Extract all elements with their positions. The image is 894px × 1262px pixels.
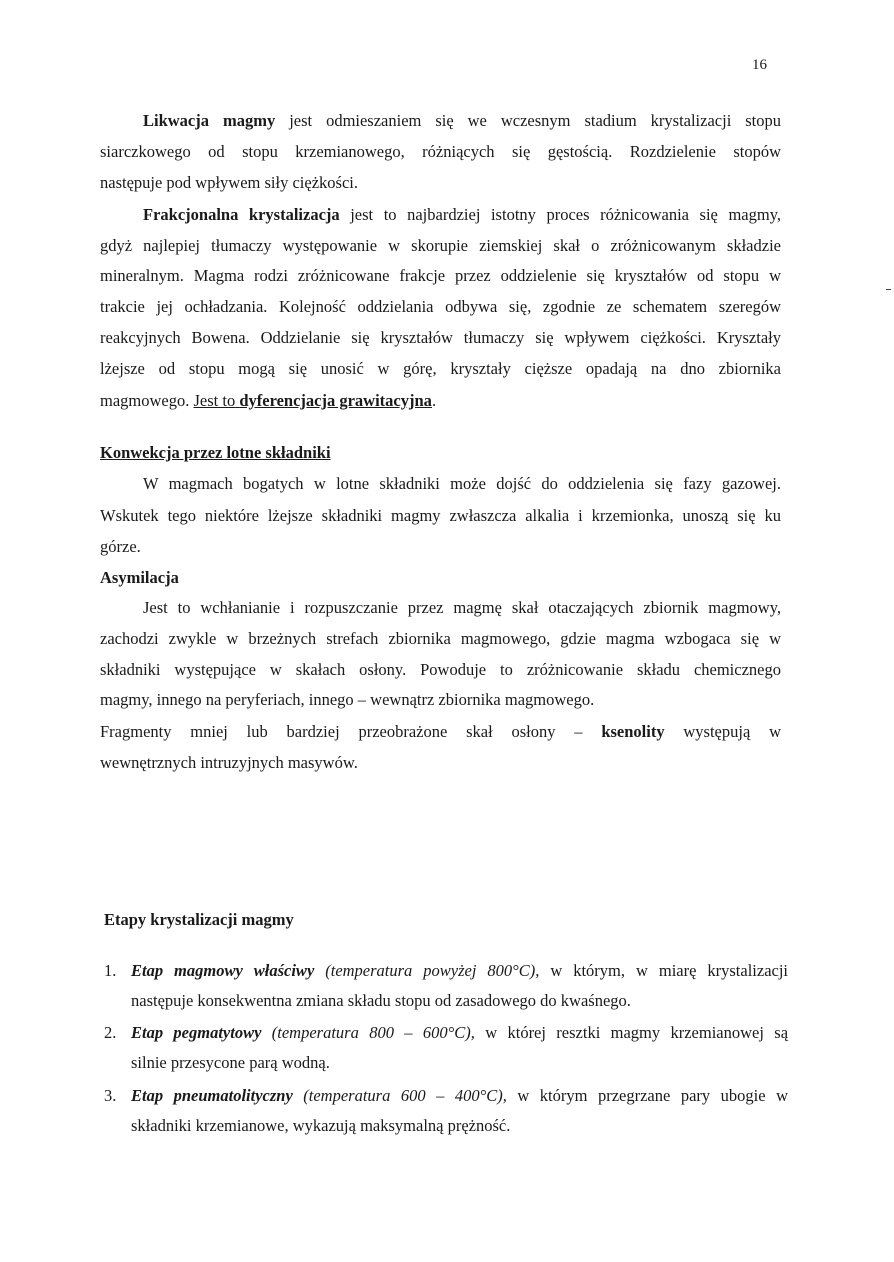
konwekcja-line-3: górze. <box>100 537 141 556</box>
asymilacja-line-2: zachodzi zwykle w brzeżnych strefach zbiornika magmowego, gdzie magma wzbogaca się w <box>100 629 781 648</box>
frakcjonalna-line-2: gdyż najlepiej tłumaczy występowanie w skorupie ziemskiej skał o zróżnicowanym składzie <box>100 236 781 255</box>
etap-text: w którym przegrzane pary ubogie w <box>517 1086 789 1105</box>
likwacja-line-3: następuje pod wpływem siły ciężkości. <box>100 173 358 192</box>
list-item-number: 2. <box>104 1023 117 1042</box>
frakcjonalna-line-3: mineralnym. Magma rodzi zróżnicowane frakcje przez oddzielenie się kryształów od stopu w <box>100 266 781 285</box>
etap-term: Etap pneumatolityczny <box>131 1086 293 1105</box>
asymilacja-line-1: Jest to wchłanianie i rozpuszczanie przez magmę skał otaczających zbiornik magmowy, <box>143 598 781 617</box>
likwacja-term: Likwacja magmy <box>143 111 276 130</box>
frakcjonalna-line-7 <box>100 391 781 411</box>
frakcjonalna-text-1: jest to najbardziej istotny proces różnicowania się magmy, <box>350 205 782 224</box>
list-item-number: 1. <box>104 961 117 980</box>
etap-temp: (temperatura powyżej 800°C), <box>325 961 540 980</box>
frakcjonalna-term: Frakcjonalna krystalizacja <box>143 205 340 224</box>
asymilacja-heading: Asymilacja <box>100 568 179 587</box>
etapy-heading: Etapy krystalizacji magmy <box>104 910 294 929</box>
asymilacja-text-5: Fragmenty mniej lub bardziej przeobrażone skał osłony – <box>100 722 583 741</box>
likwacja-text-1: jest odmieszaniem się we wczesnym stadium krystalizacji stopu <box>289 111 782 130</box>
konwekcja-heading: Konwekcja przez lotne składniki <box>100 443 331 462</box>
list-item-line-1 <box>131 1023 788 1043</box>
list-item-line-1 <box>131 961 788 981</box>
frakcjonalna-text-7: magmowego. <box>100 391 190 410</box>
likwacja-line-2: siarczkowego od stopu krzemianowego, różniących się gęstością. Rozdzielenie stopów <box>100 142 781 161</box>
frakcjonalna-line-5: reakcyjnych Bowena. Oddzielanie się kryształów tłumaczy się wpływem ciężkości. Kryształy <box>100 328 781 347</box>
asymilacja-text-5b: występują w <box>683 722 782 741</box>
asymilacja-line-3: składniki występujące w skałach osłony. Powoduje to zróżnicowanie składu chemicznego <box>100 660 781 679</box>
frakcjonalna-line-6: lżejsze od stopu mogą się unosić w górę, kryształy cięższe opadają na dno zbiornika <box>100 359 781 378</box>
page-number: 16 <box>752 57 767 73</box>
etap-temp: (temperatura 800 – 600°C), <box>271 1023 475 1042</box>
etap-text: w której resztki magmy krzemianowej są <box>485 1023 789 1042</box>
frakcjonalna-period: . <box>431 391 437 410</box>
list-item-line-2: silnie przesycone parą wodną. <box>131 1053 330 1072</box>
etap-temp: (temperatura 600 – 400°C), <box>303 1086 507 1105</box>
dyferencjacja-phrase <box>193 391 431 410</box>
etap-term: Etap pegmatytowy <box>131 1023 262 1042</box>
asymilacja-line-6: wewnętrznych intruzyjnych masywów. <box>100 753 358 772</box>
list-item-line-2: następuje konsekwentna zmiana składu stopu od zasadowego do kwaśnego. <box>131 991 631 1010</box>
list-item-number: 3. <box>104 1086 117 1105</box>
list-item-line-1 <box>131 1086 788 1106</box>
likwacja-line-1 <box>143 111 781 131</box>
dyferencjacja-term: dyferencjacja grawitacyjna <box>239 391 432 410</box>
etap-term: Etap magmowy właściwy <box>131 961 315 980</box>
konwekcja-line-1: W magmach bogatych w lotne składniki może dojść do oddzielenia się fazy gazowej. <box>143 474 781 493</box>
frakcjonalna-line-1 <box>143 205 781 225</box>
asymilacja-line-5 <box>100 722 781 742</box>
konwekcja-line-2: Wskutek tego niektóre lżejsze składniki magmy zwłaszcza alkalia i krzemionka, unoszą się ku <box>100 506 781 525</box>
dyferencjacja-lead: Jest to <box>193 391 236 410</box>
list-item-line-2: składniki krzemianowe, wykazują maksymalną prężność. <box>131 1116 511 1135</box>
asymilacja-line-4: magmy, innego na peryferiach, innego – wewnątrz zbiornika magmowego. <box>100 690 595 709</box>
etap-text: w którym, w miarę krystalizacji <box>550 961 789 980</box>
frakcjonalna-line-4: trakcie jej ochładzania. Kolejność oddzielania odbywa się, zgodnie ze schematem szeregów <box>100 297 781 316</box>
margin-mark <box>886 289 891 290</box>
ksenolity-term: ksenolity <box>601 722 665 741</box>
